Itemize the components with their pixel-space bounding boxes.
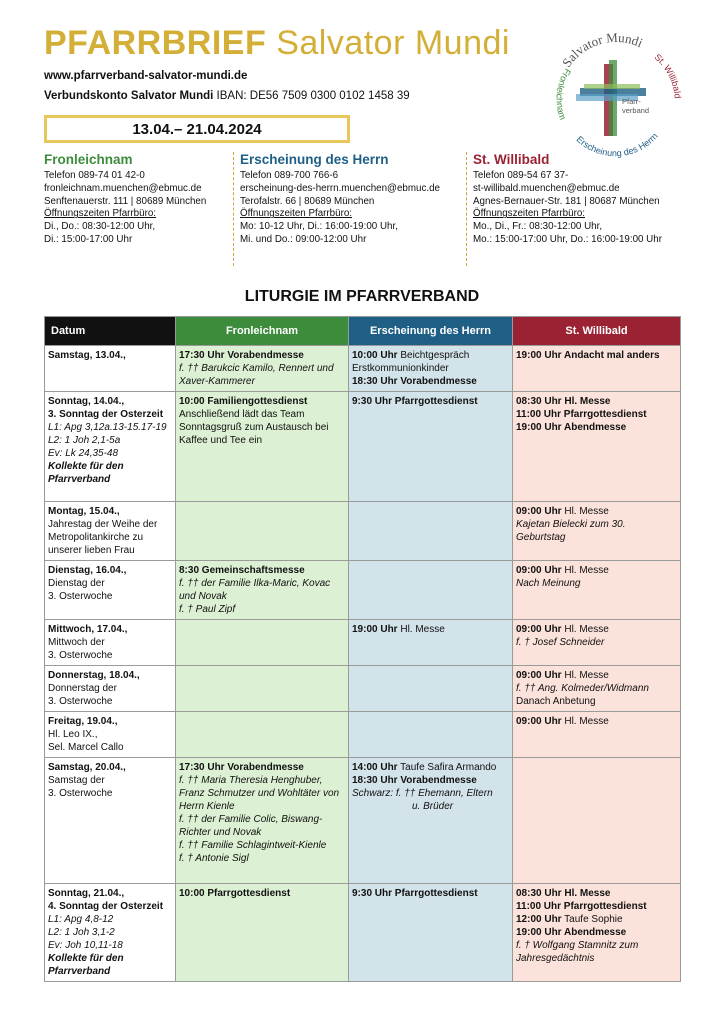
fronleichnam-cell bbox=[176, 712, 349, 758]
parish-phone: Telefon 089-700 766-6 bbox=[240, 170, 339, 181]
willibald-cell bbox=[513, 666, 681, 712]
table-row bbox=[45, 666, 681, 712]
cell-line: 17:30 Uhr Vorabendmesse bbox=[179, 762, 304, 773]
svg-text:Fronleichnam bbox=[554, 67, 572, 121]
fronleichnam-cell bbox=[176, 758, 349, 884]
cell-line: 9:30 Uhr Pfarrgottesdienst bbox=[352, 888, 478, 899]
date-cell bbox=[45, 561, 176, 620]
erscheinung-cell bbox=[349, 346, 513, 392]
divider bbox=[233, 152, 235, 266]
cell-line: Ev: Lk 24,35-48 bbox=[48, 448, 119, 459]
willibald-cell bbox=[513, 758, 681, 884]
parish-hours-line: Mo., Di., Fr.: 08:30-12:00 Uhr, bbox=[473, 221, 603, 233]
table-row bbox=[45, 712, 681, 758]
parish-address: Terofalstr. 66 | 80689 München bbox=[240, 195, 375, 207]
cell-line: 4. Sonntag der Osterzeit bbox=[48, 901, 164, 912]
bank-account bbox=[44, 90, 410, 102]
cell-line: Sel. Marcel Callo bbox=[48, 742, 124, 753]
cell-line: f. †† Ang. Kolmeder/Widmann bbox=[516, 683, 649, 694]
cell-line: Kollekte für den Pfarrverband bbox=[48, 461, 124, 485]
cell-line: 18:30 Uhr Vorabendmesse bbox=[352, 376, 477, 387]
cell-line: f. †† der Familie Colic, Biswang-Richter und Novak bbox=[179, 814, 323, 838]
cell-line: Montag, 15.04., bbox=[48, 506, 120, 517]
fronleichnam-cell bbox=[176, 884, 349, 982]
erscheinung-cell bbox=[349, 666, 513, 712]
parish-email[interactable]: fronleichnam.muenchen@ebmuc.de bbox=[44, 182, 202, 194]
parish-hours-line: Di., Do.: 08:30-12:00 Uhr, bbox=[44, 221, 156, 233]
cell-line: f. †† der Familie Ilka-Maric, Kovac und Novak bbox=[179, 578, 331, 602]
cell-line: 11:00 Uhr Pfarrgottesdienst bbox=[516, 901, 647, 912]
cell-line: Anschließend lädt das Team Sonntagsgruß zum Austausch bei Kaffee und Tee ein bbox=[179, 409, 329, 446]
cell-line: Sonntag, 14.04., bbox=[48, 396, 125, 407]
parish-hours-line: Mi. und Do.: 09:00-12:00 Uhr bbox=[240, 233, 367, 245]
col-header-fronleichnam: Fronleichnam bbox=[176, 317, 349, 346]
erscheinung-cell bbox=[349, 712, 513, 758]
col-header-datum: Datum bbox=[45, 317, 176, 346]
cell-line: Ev: Joh 10,11-18 bbox=[48, 940, 123, 951]
cell-line: 3. Osterwoche bbox=[48, 650, 113, 661]
svg-text:St. Willibald bbox=[653, 52, 683, 99]
divider bbox=[466, 152, 468, 266]
date-cell bbox=[45, 392, 176, 502]
cell-line: Hl. Leo IX., bbox=[48, 729, 98, 740]
cell-line: Schwarz: f. †† Ehemann, Eltern bbox=[352, 788, 493, 799]
date-cell bbox=[45, 666, 176, 712]
parish-phone: Telefon 089-74 01 42-0 bbox=[44, 170, 145, 181]
cell-line: 19:00 Uhr Abendmesse bbox=[516, 927, 627, 938]
table-row bbox=[45, 561, 681, 620]
event-label: Beichtgespräch Erstkommunionkinder bbox=[352, 350, 470, 374]
cell-line: f. † Paul Zipf bbox=[179, 604, 236, 615]
event-label: Hl. Messe bbox=[561, 624, 609, 635]
parish-name: Erscheinung des Herrn bbox=[240, 152, 389, 167]
parish-hours-label: Öffnungszeiten Pfarrbüro: bbox=[240, 208, 353, 220]
cell-line bbox=[352, 623, 509, 636]
fronleichnam-cell bbox=[176, 666, 349, 712]
time-label: 09:00 Uhr bbox=[516, 624, 562, 635]
event-label: Hl. Messe bbox=[561, 670, 609, 681]
fronleichnam-cell bbox=[176, 392, 349, 502]
time-label: 12:00 Uhr bbox=[516, 914, 562, 925]
date-cell bbox=[45, 502, 176, 561]
event-label: Hl. Messe bbox=[561, 565, 609, 576]
cell-line: Kollekte für den Pfarrverband bbox=[48, 953, 124, 977]
parish-name: St. Willibald bbox=[473, 152, 550, 167]
time-label: 09:00 Uhr bbox=[516, 716, 562, 727]
cell-line: 10:00 Familiengottesdienst bbox=[179, 396, 308, 407]
liturgie-heading: LITURGIE IM PFARRVERBAND bbox=[244, 288, 480, 305]
parish-st-willibald bbox=[473, 152, 683, 247]
cell-line: L1: Apg 4,8-12 bbox=[48, 914, 114, 925]
cell-line: L2: 1 Joh 2,1-5a bbox=[48, 435, 121, 446]
cell-line: f. †† Barukcic Kamilo, Rennert und Xaver-Kammerer bbox=[179, 363, 334, 387]
parish-hours-label: Öffnungszeiten Pfarrbüro: bbox=[44, 208, 157, 220]
date-cell bbox=[45, 758, 176, 884]
cell-line: Nach Meinung bbox=[516, 578, 581, 589]
parish-fronleichnam bbox=[44, 152, 230, 247]
parish-hours-label: Öffnungszeiten Pfarrbüro: bbox=[473, 208, 586, 220]
erscheinung-cell bbox=[349, 758, 513, 884]
cell-line: 10:00 Pfarrgottesdienst bbox=[179, 888, 291, 899]
table-row bbox=[45, 392, 681, 502]
title-light: Salvator Mundi bbox=[276, 24, 510, 62]
fronleichnam-cell bbox=[176, 346, 349, 392]
table-row bbox=[45, 502, 681, 561]
cell-line: Samstag, 20.04., bbox=[48, 762, 126, 773]
table-row bbox=[45, 758, 681, 884]
cell-line: Donnerstag der bbox=[48, 683, 117, 694]
willibald-cell bbox=[513, 392, 681, 502]
cell-line bbox=[516, 564, 677, 577]
willibald-cell bbox=[513, 884, 681, 982]
cell-line: Kajetan Bielecki zum 30. Geburtstag bbox=[516, 519, 626, 543]
col-header-erscheinung: Erscheinung des Herrn bbox=[349, 317, 513, 346]
cell-line: 3. Sonntag der Osterzeit bbox=[48, 409, 164, 420]
cell-line: 08:30 Uhr Hl. Messe bbox=[516, 396, 611, 407]
event-label: Hl. Messe bbox=[397, 624, 445, 635]
logo-bottom-text: Erscheinung des Herrn bbox=[574, 130, 660, 159]
cell-line: Donnerstag, 18.04., bbox=[48, 670, 140, 681]
cell-line bbox=[352, 761, 509, 774]
parish-name: Fronleichnam bbox=[44, 152, 133, 167]
cell-line: Samstag der bbox=[48, 775, 105, 786]
cell-line bbox=[516, 623, 677, 636]
cell-line: f. † Antonie Sigl bbox=[179, 853, 249, 864]
erscheinung-cell bbox=[349, 502, 513, 561]
parish-address: Senftenauerstr. 111 | 80689 München bbox=[44, 195, 207, 207]
parish-address: Agnes-Bernauer-Str. 181 | 80687 München bbox=[473, 195, 660, 207]
cell-line: Samstag, 13.04., bbox=[48, 350, 126, 361]
cell-line: Dienstag der bbox=[48, 578, 105, 589]
parish-hours-line: Di.: 15:00-17:00 Uhr bbox=[44, 233, 133, 245]
website-link[interactable]: www.pfarrverband-salvator-mundi.de bbox=[44, 70, 248, 82]
cell-line bbox=[516, 505, 677, 518]
konto-label: Verbundskonto Salvator Mundi bbox=[44, 90, 214, 102]
logo-center-1: Pfarr- bbox=[622, 97, 641, 106]
erscheinung-cell bbox=[349, 620, 513, 666]
event-label: Hl. Messe bbox=[561, 716, 609, 727]
parish-email[interactable]: erscheinung-des-herrn.muenchen@ebmuc.de bbox=[240, 182, 441, 194]
cell-line bbox=[516, 669, 677, 682]
cell-line bbox=[516, 715, 677, 728]
date-cell bbox=[45, 346, 176, 392]
cell-line: Mittwoch, 17.04., bbox=[48, 624, 128, 635]
cell-line: 3. Osterwoche bbox=[48, 696, 113, 707]
cell-line: 18:30 Uhr Vorabendmesse bbox=[352, 775, 477, 786]
cell-line: 19:00 Uhr Abendmesse bbox=[516, 422, 627, 433]
date-cell bbox=[45, 712, 176, 758]
cell-line: Mittwoch der bbox=[48, 637, 105, 648]
logo-center-2: verband bbox=[622, 106, 650, 115]
erscheinung-cell bbox=[349, 884, 513, 982]
time-label: 10:00 Uhr bbox=[352, 350, 398, 361]
cell-line: f. †† Familie Schlagintweit-Kienle bbox=[179, 840, 327, 851]
cell-line: u. Brüder bbox=[412, 801, 454, 812]
time-label: 09:00 Uhr bbox=[516, 565, 562, 576]
parish-email[interactable]: st-willibald.muenchen@ebmuc.de bbox=[473, 182, 620, 194]
cell-line: L1: Apg 3,12a.13-15.17-19 bbox=[48, 422, 167, 433]
table-body bbox=[45, 346, 681, 982]
table-row bbox=[45, 884, 681, 982]
iban: IBAN: DE56 7509 0300 0102 1458 39 bbox=[216, 90, 410, 102]
cell-line: f. † Josef Schneider bbox=[516, 637, 605, 648]
willibald-cell bbox=[513, 502, 681, 561]
parish-phone: Telefon 089-54 67 37- bbox=[473, 170, 569, 181]
cell-line: Sonntag, 21.04., bbox=[48, 888, 125, 899]
salvator-mundi-logo-icon bbox=[546, 28, 686, 168]
event-label: Hl. Messe bbox=[561, 506, 609, 517]
title-bold: PFARRBRIEF bbox=[44, 24, 267, 62]
event-label: Taufe Sophie bbox=[561, 914, 623, 925]
date-cell bbox=[45, 620, 176, 666]
fronleichnam-cell bbox=[176, 502, 349, 561]
cell-line: Jahrestag der Weihe der Metropolitankirche zu unserer lieben Frau bbox=[48, 519, 158, 556]
erscheinung-cell bbox=[349, 392, 513, 502]
logo-right-text: St. Willibald bbox=[652, 51, 683, 99]
willibald-cell bbox=[513, 712, 681, 758]
cell-line: Dienstag, 16.04., bbox=[48, 565, 127, 576]
event-label: Taufe Safira Armando bbox=[397, 762, 497, 773]
willibald-cell bbox=[513, 346, 681, 392]
willibald-cell bbox=[513, 620, 681, 666]
logo-arc-text: Salvator Mundi bbox=[558, 29, 646, 70]
cell-line: 17:30 Uhr Vorabendmesse bbox=[179, 350, 304, 361]
liturgy-table bbox=[44, 316, 681, 982]
table-row bbox=[45, 346, 681, 392]
date-cell bbox=[45, 884, 176, 982]
cell-line: f. †† Maria Theresia Henghuber, Franz Schmutzer und Wohltäter von Herrn Kienle bbox=[179, 775, 340, 812]
time-label: 09:00 Uhr bbox=[516, 670, 562, 681]
erscheinung-cell bbox=[349, 561, 513, 620]
table-row bbox=[45, 620, 681, 666]
cell-line bbox=[516, 913, 677, 926]
cell-line: 3. Osterwoche bbox=[48, 788, 113, 799]
time-label: 14:00 Uhr bbox=[352, 762, 398, 773]
cell-line: Danach Anbetung bbox=[516, 696, 596, 707]
cell-line: 11:00 Uhr Pfarrgottesdienst bbox=[516, 409, 647, 420]
time-label: 19:00 Uhr bbox=[352, 624, 398, 635]
date-range-box: 13.04.– 21.04.2024 bbox=[44, 115, 350, 143]
col-header-willibald: St. Willibald bbox=[513, 317, 681, 346]
cell-line: L2: 1 Joh 3,1-2 bbox=[48, 927, 115, 938]
parish-hours-line: Mo.: 15:00-17:00 Uhr, Do.: 16:00-19:00 Uhr bbox=[473, 233, 662, 245]
table-header-row bbox=[45, 317, 681, 346]
fronleichnam-cell bbox=[176, 561, 349, 620]
willibald-cell bbox=[513, 561, 681, 620]
cell-line bbox=[352, 349, 509, 375]
cell-line: 8:30 Gemeinschaftsmesse bbox=[179, 565, 305, 576]
cell-line: 19:00 Uhr Andacht mal anders bbox=[516, 350, 660, 361]
logo-left-text: Fronleichnam bbox=[554, 66, 573, 121]
cell-line: Freitag, 19.04., bbox=[48, 716, 118, 727]
time-label: 09:00 Uhr bbox=[516, 506, 562, 517]
parish-hours-line: Mo: 10-12 Uhr, Di.: 16:00-19:00 Uhr, bbox=[240, 221, 398, 233]
parish-erscheinung bbox=[240, 152, 462, 247]
cell-line: 9:30 Uhr Pfarrgottesdienst bbox=[352, 396, 478, 407]
cell-line: f. † Wolfgang Stamnitz zum Jahresgedächtnis bbox=[516, 940, 639, 964]
pfarrbrief-title bbox=[44, 24, 510, 63]
fronleichnam-cell bbox=[176, 620, 349, 666]
svg-text:Salvator Mundi bbox=[559, 30, 646, 70]
cell-line: 08:30 Uhr Hl. Messe bbox=[516, 888, 611, 899]
cell-line: 3. Osterwoche bbox=[48, 591, 113, 602]
